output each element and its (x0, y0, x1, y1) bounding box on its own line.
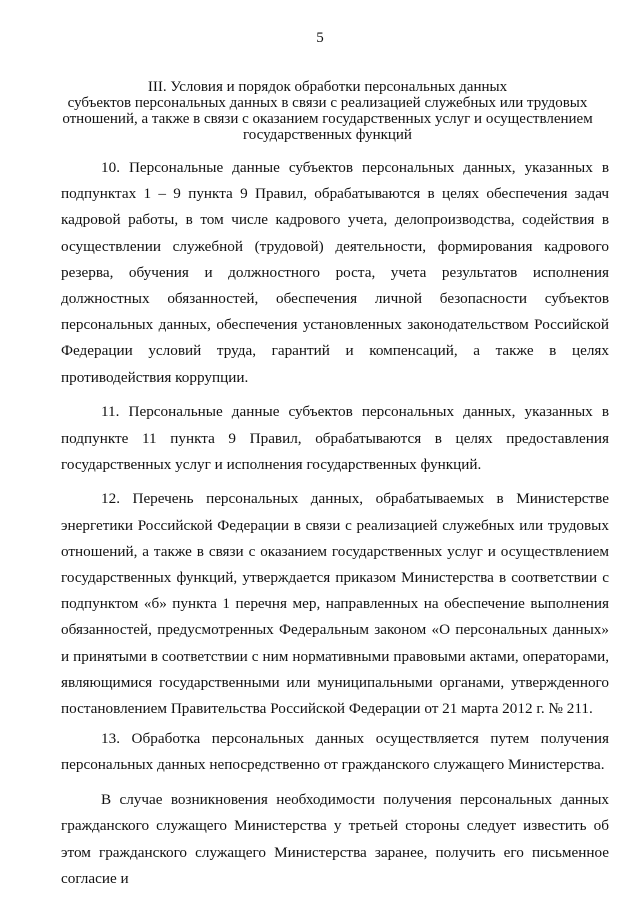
section-heading-line: государственных функций (243, 127, 412, 143)
paragraph-third-party: В случае возникновения необходимости получения персональных данных гражданского служащего Министерства у третьей стороны следует известить об этом гражданского служащего Министерства заранее, получить его письменное согласие и (61, 791, 609, 887)
page-number: 5 (316, 30, 324, 46)
section-heading-line: отношений, а также в связи с оказанием государственных услуг и осуществлением (62, 111, 593, 127)
paragraph-11: 11. Персональные данные субъектов персональных данных, указанных в подпункте 11 пункта 9 Правил, обрабатываются в целях предоставления государственных услуг и исполнения государственных функций. (61, 403, 609, 473)
section-heading-line: субъектов персональных данных в связи с реализацией служебных или трудовых (67, 95, 588, 111)
section-heading (55, 79, 600, 143)
paragraph-13: 13. Обработка персональных данных осуществляется путем получения персональных данных непосредственно от гражданского служащего Министерства. (61, 730, 609, 774)
paragraph-10: 10. Персональные данные субъектов персональных данных, указанных в подпунктах 1 – 9 пункта 9 Правил, обрабатываются в целях обеспечения задач кадровой работы, в том числе кадрового учета, делопроизводства, содействия в осуществлении служебной (трудовой) деятельности, формирования кадрового резерва, обучения и должностного роста, учета результатов исполнения должностных обязанностей, обеспечения личной безопасности субъектов персональных данных, обеспечения установленных законодательством Российской Федерации условий труда, гарантий и компенсаций, а также в целях противодействия коррупции. (61, 159, 609, 386)
section-heading-line: III. Условия и порядок обработки персональных данных (147, 79, 508, 95)
document-body (61, 155, 609, 900)
paragraph-12: 12. Перечень персональных данных, обрабатываемых в Министерстве энергетики Российской Федерации в связи с реализацией служебных или трудовых отношений, а также в связи с оказанием государственных услуг и осуществлением государственных функций, утверждается приказом Министерства в соответствии с подпунктом «б» пункта 1 перечня мер, направленных на обеспечение выполнения обязанностей, предусмотренных Федеральным законом «О персональных данных» и принятыми в соответствии с ним нормативными правовыми актами, операторами, являющимися государственными или муниципальными органами, утвержденного постановлением Правительства Российской Федерации от 21 марта 2012 г. № 211. (61, 490, 609, 718)
